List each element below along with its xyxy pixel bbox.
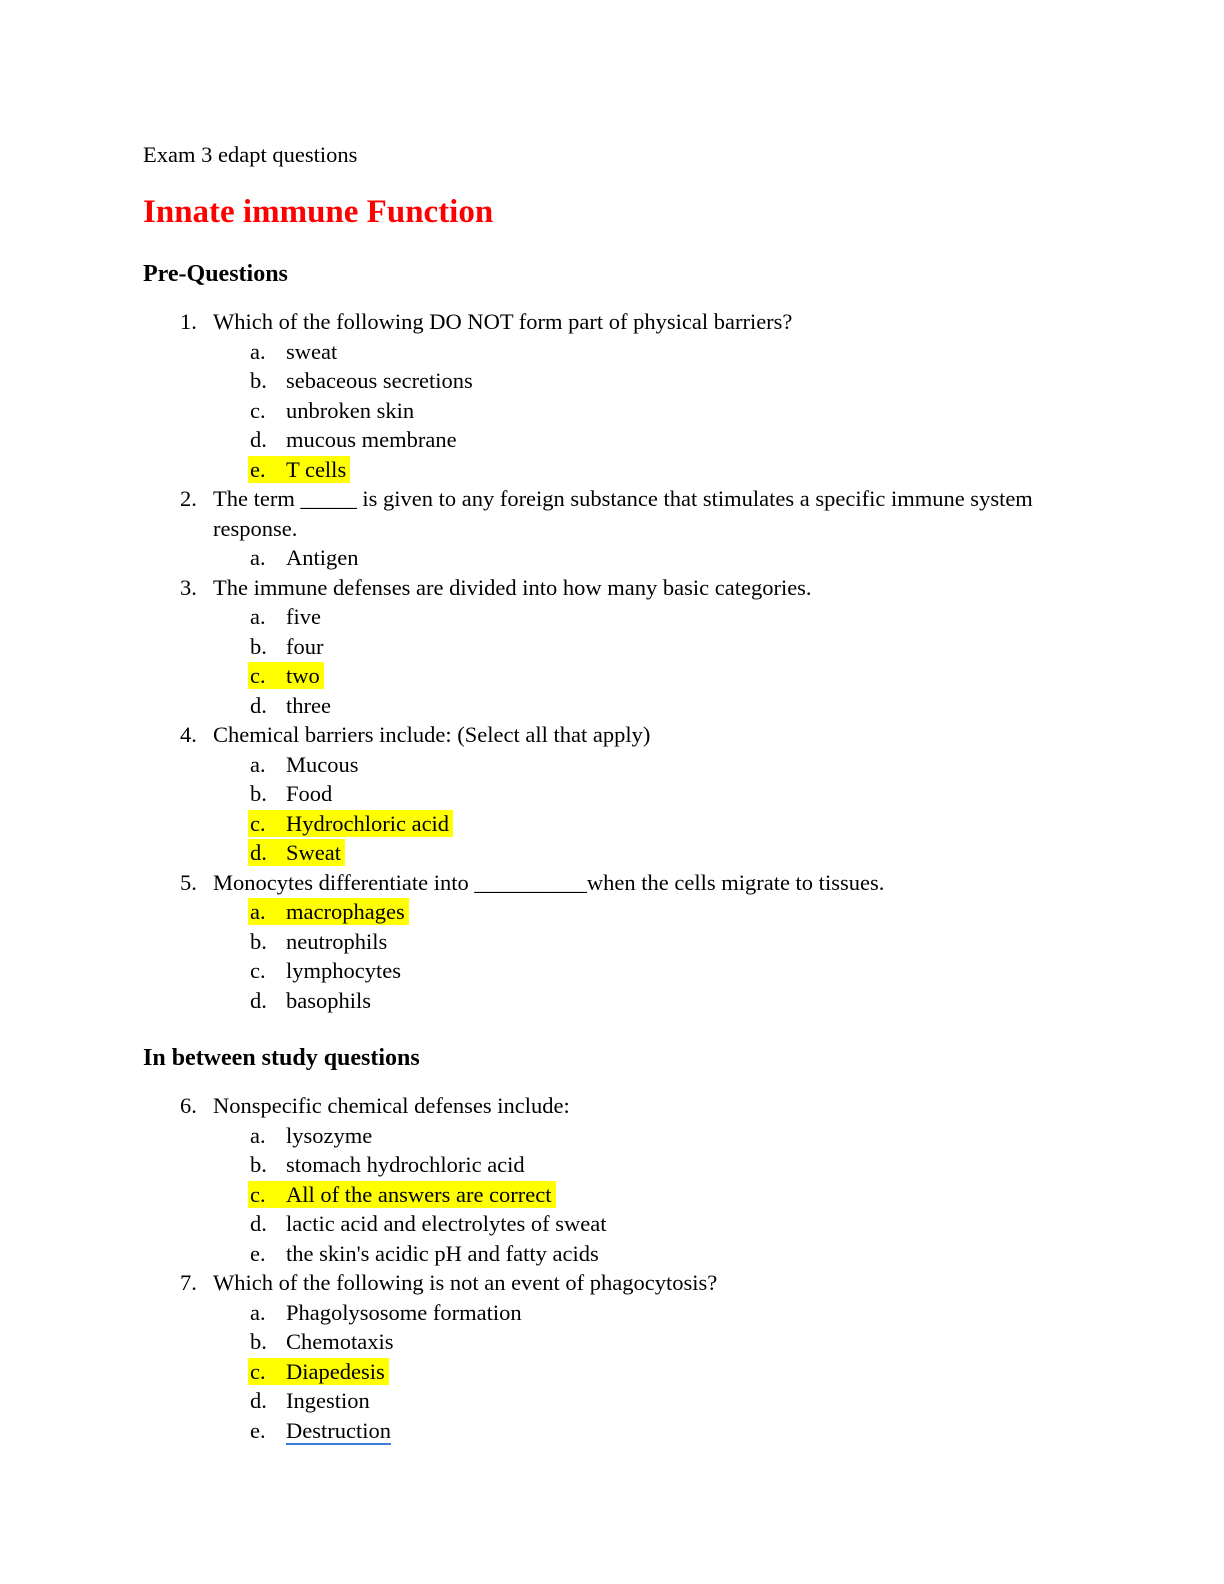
option-line	[250, 1241, 599, 1266]
option-letter: a.	[250, 751, 266, 777]
answer-option	[143, 1298, 1084, 1328]
highlighted-answer	[248, 898, 409, 925]
answer-option	[143, 1180, 1084, 1210]
answer-option	[143, 1239, 1084, 1269]
question-list	[143, 307, 1084, 1015]
option-letter: e.	[250, 1240, 266, 1266]
question-number: 5.	[180, 869, 197, 895]
option-text: lymphocytes	[286, 958, 401, 983]
section-heading: Pre-Questions	[143, 261, 288, 287]
option-letter: d.	[250, 1211, 267, 1236]
option-letter: a.	[250, 1122, 266, 1148]
answer-option	[143, 632, 1084, 662]
highlighted-answer	[248, 662, 324, 689]
option-letter: a.	[250, 338, 266, 364]
answer-option	[143, 1209, 1084, 1239]
answer-option	[143, 1327, 1084, 1357]
option-letter: e.	[250, 456, 266, 482]
highlighted-answer	[248, 1358, 389, 1385]
answer-option	[143, 809, 1084, 839]
option-letter: a.	[250, 604, 266, 629]
answer-option	[143, 779, 1084, 809]
option-text: lysozyme	[286, 1122, 373, 1148]
highlighted-answer	[248, 1181, 556, 1208]
option-letter: b.	[250, 1329, 267, 1354]
option-letter: d.	[250, 987, 267, 1013]
option-letter: a.	[250, 899, 266, 924]
question	[143, 573, 1084, 603]
option-letter: a.	[250, 1299, 266, 1325]
option-letter: d.	[250, 1388, 267, 1413]
option-text: three	[286, 692, 331, 718]
option-letter: c.	[250, 810, 266, 836]
option-text: basophils	[286, 987, 372, 1013]
answer-option	[143, 691, 1084, 721]
answer-option	[143, 838, 1084, 868]
option-text: unbroken skin	[286, 397, 415, 423]
option-text: sweat	[286, 338, 338, 364]
option-letter: c.	[250, 1181, 266, 1207]
answer-option	[143, 1386, 1084, 1416]
question-number: 3.	[180, 574, 197, 600]
option-line	[250, 958, 401, 983]
highlighted-answer	[248, 839, 345, 866]
option-text: four	[286, 633, 324, 659]
option-letter: b.	[250, 928, 267, 954]
highlighted-answer	[248, 456, 350, 483]
option-text: Ingestion	[286, 1388, 370, 1413]
question-text: Nonspecific chemical defenses include:	[213, 1093, 570, 1118]
option-line	[250, 1123, 372, 1148]
option-text: the skin's acidic pH and fatty acids	[286, 1240, 599, 1266]
question-number: 6.	[180, 1093, 197, 1118]
answer-option	[143, 602, 1084, 632]
question	[143, 720, 1084, 750]
option-text: All of the answers are correct	[286, 1181, 552, 1207]
option-line	[250, 693, 331, 718]
option-letter: e.	[250, 1417, 266, 1443]
option-letter: b.	[250, 368, 267, 393]
question	[143, 484, 1084, 543]
option-line	[250, 339, 337, 364]
answer-option	[143, 396, 1084, 426]
question-number: 7.	[180, 1270, 197, 1295]
option-line	[250, 604, 321, 629]
answer-option	[143, 956, 1084, 986]
option-text: neutrophils	[286, 928, 388, 954]
option-line	[250, 368, 473, 393]
option-text: lactic acid and electrolytes of sweat	[286, 1211, 607, 1236]
option-text: stomach hydrochloric acid	[286, 1152, 525, 1177]
answer-option	[143, 455, 1084, 485]
option-text: Hydrochloric acid	[286, 810, 450, 836]
option-letter: d.	[250, 692, 267, 718]
option-letter: b.	[250, 1152, 267, 1177]
option-line	[250, 398, 414, 423]
option-line	[250, 1211, 606, 1236]
option-line	[250, 1152, 525, 1177]
question	[143, 868, 1084, 898]
option-line	[250, 929, 387, 954]
question-text: Monocytes differentiate into __________when the cells migrate to tissues.	[213, 869, 885, 895]
option-text: Sweat	[286, 840, 341, 865]
option-text: Mucous	[286, 751, 359, 777]
option-letter: d.	[250, 840, 267, 865]
option-text: five	[286, 604, 321, 629]
option-line	[250, 634, 324, 659]
option-line	[250, 752, 359, 777]
option-text: Destruction	[286, 1417, 391, 1443]
answer-option	[143, 1121, 1084, 1151]
question-number: 2.	[180, 486, 197, 511]
question-number: 1.	[180, 309, 197, 334]
option-letter: c.	[250, 958, 266, 983]
option-letter: b.	[250, 633, 267, 659]
option-text: macrophages	[286, 899, 405, 924]
answer-option	[143, 425, 1084, 455]
answer-option	[143, 1357, 1084, 1387]
question-text: The term _____ is given to any foreign substance that stimulates a specific immune system response.	[213, 486, 1033, 541]
option-line	[250, 545, 359, 570]
answer-option	[143, 750, 1084, 780]
section-heading: In between study questions	[143, 1045, 420, 1071]
document-content	[143, 259, 1084, 1445]
question-number: 4.	[180, 722, 197, 747]
option-letter: c.	[250, 397, 266, 423]
question-text: Which of the following is not an event of phagocytosis?	[213, 1270, 718, 1295]
option-text: Chemotaxis	[286, 1329, 394, 1354]
answer-option	[143, 1150, 1084, 1180]
answer-option	[143, 986, 1084, 1016]
option-text: T cells	[286, 456, 347, 482]
question	[143, 1268, 1084, 1298]
option-line	[250, 1329, 394, 1354]
document-header: Exam 3 edapt questions	[143, 142, 358, 167]
question-list	[143, 1091, 1084, 1445]
option-line	[250, 988, 371, 1013]
option-line	[250, 781, 332, 806]
option-letter: d.	[250, 427, 267, 452]
answer-option	[143, 366, 1084, 396]
highlighted-answer	[248, 810, 453, 837]
option-text: Food	[286, 781, 333, 806]
answer-option	[143, 897, 1084, 927]
option-letter: b.	[250, 781, 267, 806]
question-text: Chemical barriers include: (Select all that apply)	[213, 722, 651, 747]
answer-option	[143, 927, 1084, 957]
option-text: Phagolysosome formation	[286, 1299, 522, 1325]
answer-option	[143, 337, 1084, 367]
question	[143, 307, 1084, 337]
option-line	[250, 1388, 370, 1413]
question-text: Which of the following DO NOT form part of physical barriers?	[213, 309, 793, 334]
answer-option	[143, 661, 1084, 691]
answer-option	[143, 1416, 1084, 1446]
option-text: Antigen	[286, 545, 359, 570]
answer-option	[143, 543, 1084, 573]
option-text: mucous membrane	[286, 427, 457, 452]
option-text: Diapedesis	[286, 1358, 385, 1384]
option-line	[250, 427, 457, 452]
question	[143, 1091, 1084, 1121]
option-line	[250, 1300, 522, 1325]
document-title: Innate immune Function	[143, 194, 494, 230]
option-letter: a.	[250, 545, 266, 570]
option-text: sebaceous secretions	[286, 368, 473, 393]
option-letter: c.	[250, 1358, 266, 1384]
option-text: two	[286, 663, 320, 688]
option-line	[250, 1418, 391, 1443]
option-letter: c.	[250, 663, 266, 688]
question-text: The immune defenses are divided into how many basic categories.	[213, 574, 812, 600]
